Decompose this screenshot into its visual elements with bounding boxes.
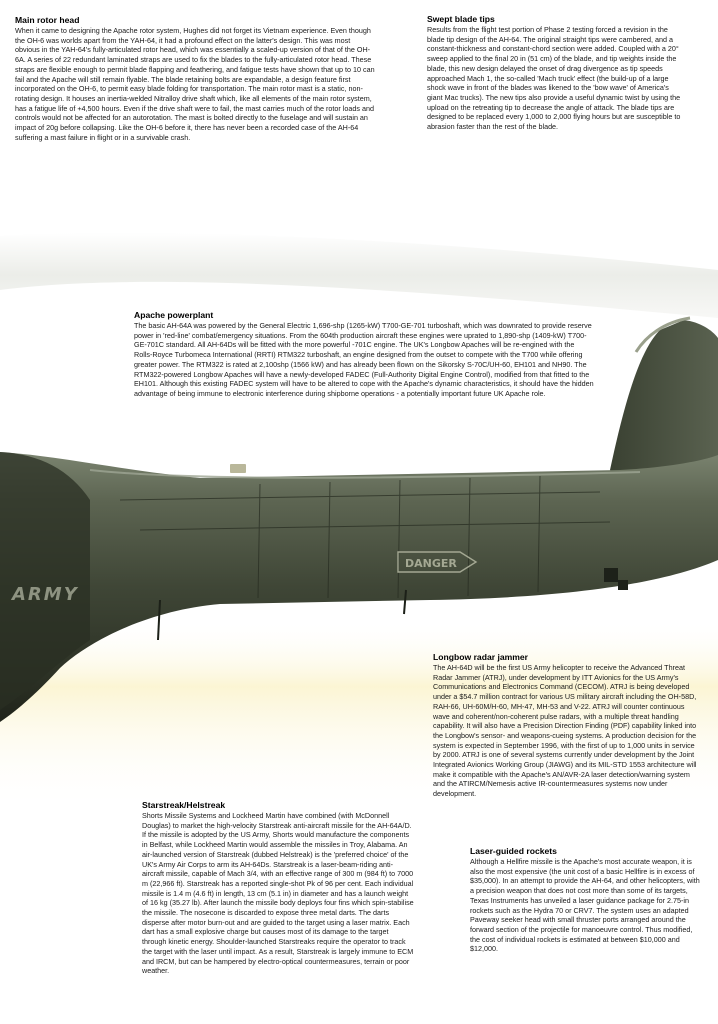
section-apache-powerplant bbox=[134, 310, 594, 399]
rotor-blade bbox=[0, 233, 718, 318]
section-title: Main rotor head bbox=[15, 15, 80, 25]
section-body: Although a Hellfire missile is the Apache's most accurate weapon, it is also the most expensive (the unit cost of a basic Hellfire is in excess of $35,000). In an attempt to provide the AH-64, and other helicopters, with a precision weapon that does not cost more than some of its targets, Texas Instruments has unveiled a laser guidance package for 2.75-in rockets such as the Hydra 70 or CRV7. The system uses an adapted Paveway seeker head with small thruster ports arranged around the forward section of the projectile for manoeuvre control. Thus modified, the cost of individual rockets is estimated at between $10,000 and $12,000. bbox=[470, 857, 700, 954]
section-title: Longbow radar jammer bbox=[433, 652, 529, 662]
tail-light-box bbox=[604, 568, 618, 582]
section-swept-blade-tips bbox=[427, 14, 685, 132]
section-title: Apache powerplant bbox=[134, 310, 214, 320]
section-main-rotor-head bbox=[15, 15, 375, 142]
section-title: Starstreak/Helstreak bbox=[142, 800, 226, 810]
spine-fitting bbox=[230, 464, 246, 473]
section-body: The AH-64D will be the first US Army helicopter to receive the Advanced Threat Radar Jammer (ATRJ), under development by ITT Avionics for the US Army's Communications and Electronics Command (CECOM). ATRJ is being developed under a $54.7 million contract for various US military aircraft including the OH-58D, RAH-66, UH-60M/H-60, MH-47, MH-53 and V-22. ATRJ will counter continuous wave and coherent/non-coherent pulse radars, with a multiple threat handling capability. It will also have a Precision Direction Finding (PDF) capability linked into the Longbow's sensor- and weapons-cueing systems. A production decision for the system is expected in September 1996, with the first of up to 1,000 units in service by 2000. ATRJ is one of several systems currently under development by the Joint Integrated Avionics Working Group (JIAWG) and its MIL-STD 1553 architecture will make it compatible with the Apache's AN/AVR-2A laser detection/warning system and the ATIRCM/Nemesis active IR-countermeasures systems now under development. bbox=[433, 663, 697, 799]
section-laser-guided-rockets bbox=[470, 846, 702, 954]
danger-text: DANGER bbox=[405, 557, 457, 570]
section-body: When it came to designing the Apache rotor system, Hughes did not forget its Vietnam experience. Even though the OH-6 was worlds apart from the YAH-64, it had a profound effect on the latter's design. This was most obvious in the YAH-64's fully-articulated rotor head, which was essentially a scaled-up version of that of the OH-6A. A series of 22 redundant laminated straps are used to fix the blades to the fully-articulated rotor head. These straps are flexible enough to permit blade flapping and feathering, and fatigue tests have shown that up to 10 can fail and the Apache will still remain flyable. The blade retaining bolts are expandable, a design feature first incorporated on the OH-6, to permit easy blade folding for transportation. The main rotor mast is a static, non-rotating design. It houses an inertia-welded Nitralloy drive shaft which, like all elements of the main rotor system, has a fatigue life of +4,500 hours. Even if the drive shaft were to fail, the mast carries much of the rotor loads and controls would not be affected for an autorotation. The mast is bolted directly to the fuselage and will sustain an impact of 20g before collapsing. Like the OH-6 before it, there has never been a recorded case of the AH-64 suffering a mast failure in flight or in a survivable crash. bbox=[15, 26, 375, 142]
section-title: Swept blade tips bbox=[427, 14, 495, 24]
section-longbow-radar-jammer bbox=[433, 652, 701, 799]
section-body: Results from the flight test portion of Phase 2 testing forced a revision in the blade tip design of the AH-64. The original straight tips were cambered, and a constant-thickness and constant-chord section were added. Coupled with a 20° sweep applied to the final 20 in (51 cm) of the blade, and tip weights inside the blade, this new design delayed the onset of drag divergence as tip speeds approached Mach 1, the so-called 'Mach truck' effect (the build-up of a large shock wave in front of the blades was likened to the 'bow wave' of America's giant Mac trucks). The new tips also provide a useful dynamic twist by using the upload on the retreating tip to decrease the angle of attack. The blade tips are designed to be replaced every 1,000 to 2,000 flying hours but are susceptible to abrasion faster than the rest of the blade. bbox=[427, 25, 681, 132]
tail-light-box-2 bbox=[618, 580, 628, 590]
section-starstreak-helstreak bbox=[142, 800, 414, 976]
section-body: Shorts Missile Systems and Lockheed Martin have combined (with McDonnell Douglas) to market the high-velocity Starstreak anti-aircraft missile for the AH-64A/D. If the missile is adopted by the US Army, Shorts would manufacture the components in Belfast, while Lockheed Martin would assemble the missiles in Troy, Alabama. An air-launched version of Starstreak (dubbed Helstreak) is the 'preferred choice' of the UK's Army Air Corps to arm its AH-64Ds. Starstreak is a laser-beam-riding anti-aircraft missile, capable of Mach 3/4, with an effective range of 300 m (984 ft) to 7000 m (22,966 ft). Starstreak has a reported single-shot Pk of 96 per cent. Each individual missile is 1.4 m (4.6 ft) in length, 13 cm (5.1 in) in diameter and has a launch weight of 16 kg (35.27 lb). After launch the missile body deploys four fins which spin-stabilise the missile. The nosecone is discarded to expose three metal darts. The darts disperse after motor burn-out and are guided to the target using a laser matrix. Each dart has a small explosive charge but causes most of its damage to the target through kinetic energy. Shoulder-launched Starstreaks require the operator to track the target with the laser until impact. As a result, Starstreak is largely immune to ECM and IRCM, but can be hampered by electro-optical countermeasures, terrain or poor weather. bbox=[142, 811, 414, 976]
section-title: Laser-guided rockets bbox=[470, 846, 557, 856]
army-text: ARMY bbox=[12, 584, 79, 605]
section-body: The basic AH-64A was powered by the General Electric 1,696-shp (1265-kW) T700-GE-701 turboshaft, which was downrated to provide reserve power in 'red-line' combat/emergency situations. From the 604th production aircraft these engines were uprated to 1,890-shp (1409-kW) T700-GE-701C standard. All AH-64Ds will be fitted with the more powerful -701C engine. The UK's Longbow Apaches will be re-engined with the Rolls-Royce Turbomeca International (RRTI) RTM322 turboshaft, an engine designed from the outset to compete with the T700 while offering greater power. The RTM322 is rated at 2,100shp (1566 kW) and has already been flown on the Sikorsky S-70C/UH-60, EH101 and NH90. The RTM322-powered Longbow Apaches will have a newly-developed FADEC (Full-Authority Digital Engine Control), modified from that fitted to the EH101. Although this existing FADEC system will have to be altered to cope with the Apache's dynamic characteristics, it should have the hidden advantage of being immune to electronic interference during shipborne operations - a potentially important future UK Apache role. bbox=[134, 321, 594, 398]
